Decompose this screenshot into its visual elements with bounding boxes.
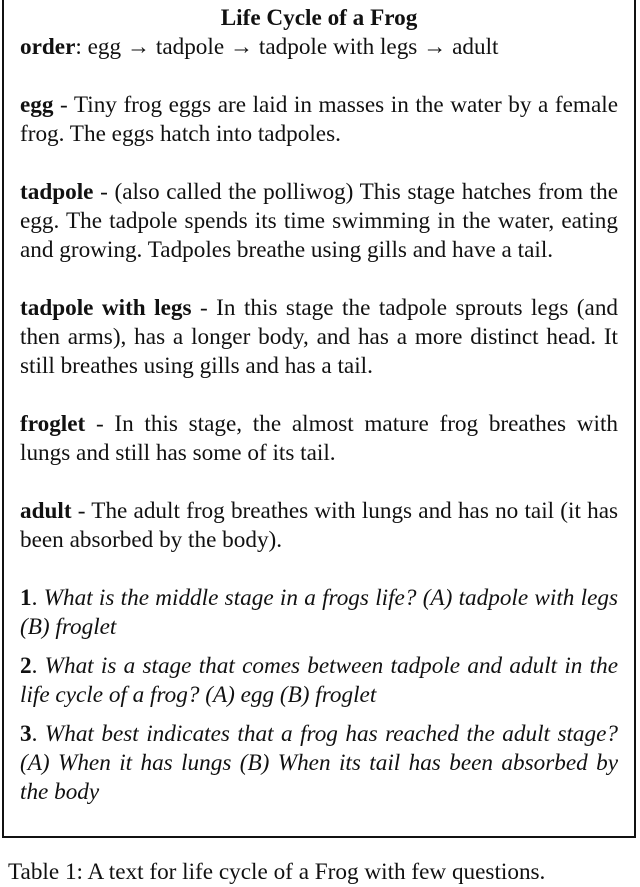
stage-text: - In this stage the tadpole sprouts legs (and then arms), has a longer body, and has a more distinct head. It still breathes using gills and has a tail.	[20, 295, 619, 379]
question-2: 2. What is a stage that comes between tadpole and adult in the life cycle of a frog? (A) egg (B) froglet	[20, 653, 618, 708]
stage-egg	[20, 91, 618, 149]
question-text: What is a stage that comes between tadpole and adult in the life cycle of a frog? (A) egg (B) froglet	[20, 653, 618, 708]
stage-term: adult	[20, 498, 72, 524]
order-sep: :	[75, 34, 82, 60]
stage-term: froglet	[20, 411, 86, 437]
stage-term: tadpole with legs	[20, 295, 192, 321]
box-title: Life Cycle of a Frog	[220, 5, 418, 31]
question-1: 1. What is the middle stage in a frogs life? (A) tadpole with legs (B) froglet	[20, 585, 619, 640]
question-number: 3	[20, 721, 32, 747]
stage-text: - In this stage, the almost mature frog breathes with lungs and still has some of its tail.	[20, 411, 618, 466]
question-number: 1	[20, 585, 32, 611]
stage-tadpole	[20, 178, 618, 265]
question-3: 3. What best indicates that a frog has reached the adult stage? (A) When it has lungs (B) When its tail has been absorbed by the body	[20, 721, 618, 805]
stage-tadpole-with-legs	[20, 294, 618, 381]
question-number: 2	[20, 653, 32, 679]
question-text: What is the middle stage in a frogs life? (A) tadpole with legs (B) froglet	[20, 585, 619, 640]
stage-text: - The adult frog breathes with lungs and has no tail (it has been absorbed by the body).	[20, 498, 619, 553]
question-text: What best indicates that a frog has reached the adult stage? (A) When it has lungs (B) When its tail has been absorbed by the body	[20, 721, 618, 805]
stage-text: - (also called the polliwog) This stage hatches from the egg. The tadpole spends its time swimming in the water, eating and growing. Tadpoles breathe using gills and have a tail.	[20, 179, 618, 263]
order-line	[20, 33, 618, 62]
order-term: order	[20, 34, 76, 60]
order-text: egg → tadpole → tadpole with legs → adult	[87, 34, 499, 60]
stage-adult	[20, 497, 618, 555]
stage-froglet	[20, 410, 618, 468]
stage-text: - Tiny frog eggs are laid in masses in the water by a female frog. The eggs hatch into tadpoles.	[20, 92, 618, 147]
life-cycle-text-box	[2, 0, 636, 838]
stage-term: tadpole	[20, 179, 94, 205]
table-caption: Table 1: A text for life cycle of a Frog with few questions.	[8, 859, 546, 885]
stage-term: egg	[20, 92, 54, 118]
